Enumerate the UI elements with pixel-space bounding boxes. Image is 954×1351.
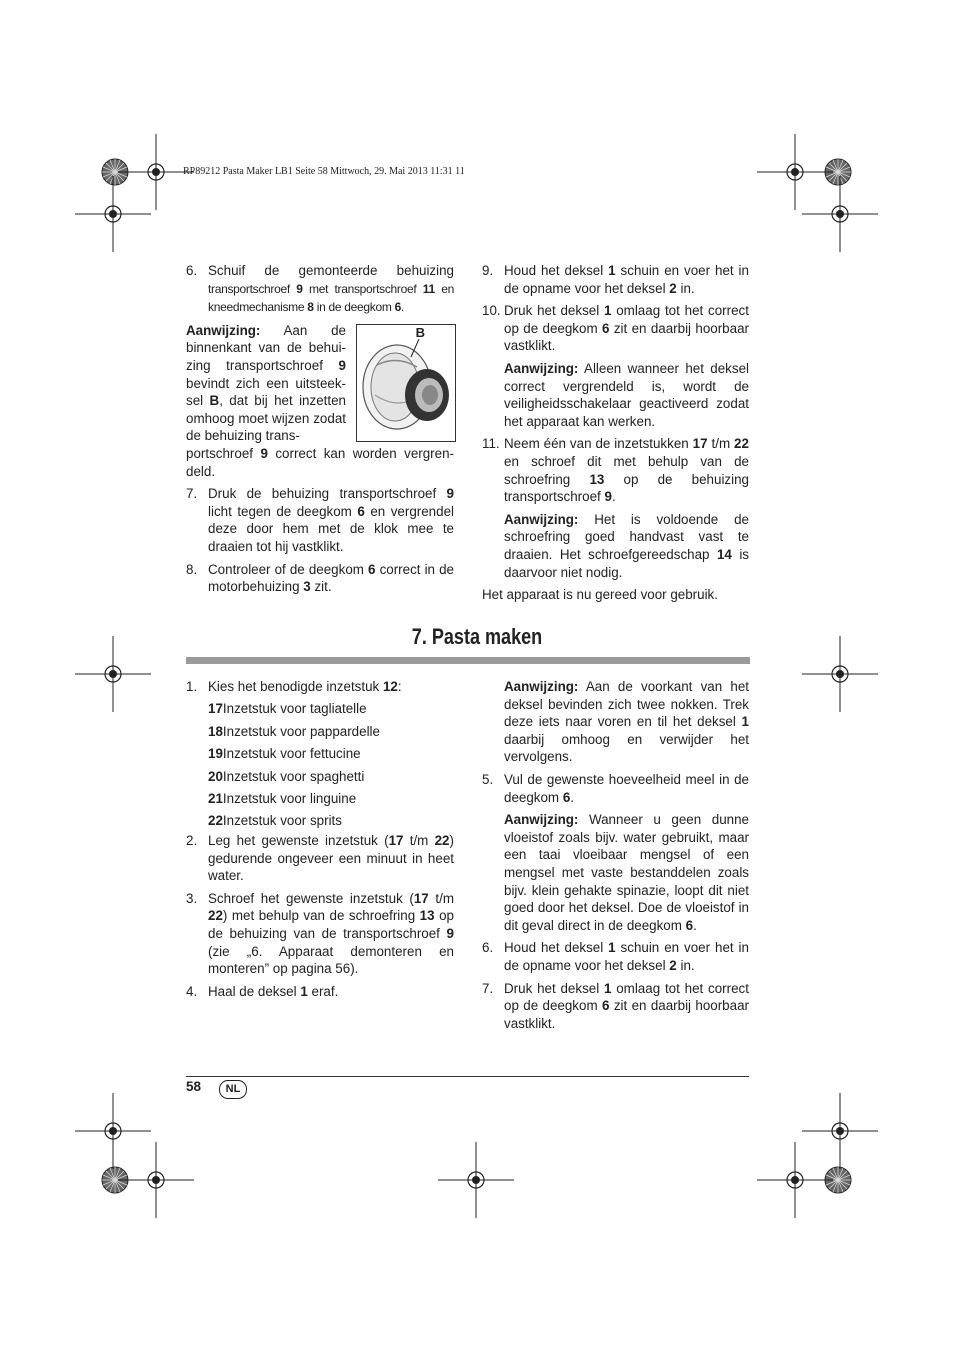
inzetstuk-item (208, 812, 454, 830)
step-4: 4. Haal de deksel 1 eraf. (186, 983, 339, 999)
step-9: 9. Houd het deksel 1 schuin en voer het in de opname voor het deksel 2 in. (482, 263, 749, 296)
step-7-lid: 7. Druk het deksel 1 omlaag tot het correct op de deegkom 6 zit en daarbij hoorbaar vastklikt. (482, 980, 749, 1031)
step-8: 8. Controleer of de deegkom 6 correct in de motorbehuizing 3 zit. (186, 561, 454, 595)
inzetstuk-label: Inzetstuk voor sprits (222, 813, 342, 829)
note-lid-cams: Aanwijzing: Aan de voorkant van het deksel bevinden zich twee nokken. Trek deze iets naar voren en til het deksel 1 daarbij omhoog en verwijder het vervolgens. (504, 679, 750, 765)
transport-screw-housing-image (357, 325, 455, 441)
step-7: 7. Druk de behuizing transportschroef 9 licht tegen de deegkom 6 en vergrendel deze door hem met de klok mee te draaien tot hij vastklikt. (186, 486, 454, 554)
inzetstuk-item (208, 745, 454, 763)
language-badge: NL (219, 1080, 247, 1099)
step-10: 10. Druk het deksel 1 omlaag tot het correct op de deegkom 6 zit en daarbij hoorbaar vastklikt. (482, 303, 749, 354)
inzetstuk-label: Inzetstuk voor pappardelle (222, 723, 380, 739)
step-3: 3. Schroef het gewenste inzetstuk (17 t/m 22) met behulp van de schroefring 13 op de behuizing van de transportschroef 9 (zie „6. Apparaat demonteren en monteren” op pagina 56). (186, 890, 454, 977)
inzetstuk-label: Inzetstuk voor tagliatelle (222, 701, 367, 717)
inzetstuk-label: Inzetstuk voor spaghetti (222, 768, 365, 784)
step-1: 1. Kies het benodigde inzetstuk 12: (186, 679, 402, 694)
inzetstuk-number: 20 (208, 768, 223, 784)
step-5: 5. Vul de gewenste hoeveelheid meel in de deegkom 6. (482, 771, 749, 805)
section-bar (186, 657, 750, 664)
inzetstuk-label: Inzetstuk voor linguine (222, 790, 357, 806)
column-bottom-right (482, 678, 749, 1032)
footer-rule (186, 1076, 749, 1077)
inzetstuk-item (208, 790, 454, 808)
inzetstuk-item (208, 723, 454, 741)
note-liquid: Aanwijzing: Wanneer u geen dunne vloeistof zoals bijv. water gebruikt, maar een taai vloeibaar mengsel of een mengsel met vaste bestanddelen zoals bijv. klein gehakte spinazie, loopt dit niet goed door het deksel. Doe de vloeistof in dit geval direct in de deegkom 6. (504, 812, 749, 933)
step-6-lid: 6. Houd het deksel 1 schuin en voer het in de opname voor het deksel 2 in. (482, 940, 749, 973)
section-title: 7. Pasta maken (411, 624, 543, 649)
figure-label: B (415, 325, 425, 340)
note-screw-ring: Aanwijzing: Het is voldoende de schroefring goed handvast vast te draaien. Het schroefgereedschap 14 is daarvoor niet nodig. (504, 511, 749, 580)
inzetstuk-item (208, 700, 454, 718)
inzetstuk-number: 17 (208, 701, 223, 717)
housing-figure (356, 324, 456, 442)
inzetstuk-number: 18 (208, 723, 223, 739)
inzetstuk-number: 22 (208, 813, 223, 829)
page-number: 58 (186, 1079, 202, 1094)
inzetstuk-number: 19 (208, 746, 223, 762)
print-header: RP89212 Pasta Maker LB1 Seite 58 Mittwoch, 29. Mai 2013 11:31 11 (183, 166, 465, 177)
note-housing: Aanwijzing: Aan de binnenkant van de behui- zing transportschroef 9 bevindt zich een uitsteek- sel B, dat bij het inzetten omhoog moet wijzen zodat de behuizing trans- portschroef 9 correct kan worden vergren- deld. (186, 322, 454, 479)
inzetstuk-list (186, 700, 454, 830)
step-2: 2. Leg het gewenste inzetstuk (17 t/m 22) gedurende ongeveer een minuut in heet water. (186, 832, 454, 884)
note-lock: Aanwijzing: Alleen wanneer het deksel correct vergrendeld is, wordt de veiligheidsschakelaar geactiveerd zodat het apparaat kan werken. (504, 360, 749, 429)
column-bottom-left (186, 678, 454, 1000)
step-6: 6. Schuif de gemonteerde behuizing transportschroef 9 met transportschroef 11 en kneedmechanisme 8 in de deegkom 6. (186, 263, 454, 315)
step-11: 11. Neem één van de inzetstukken 17 t/m 22 en schroef dit met behulp van de schroefring 13 op de behuizing transportschroef 9. (482, 436, 749, 505)
ready-text: Het apparaat is nu gereed voor gebruik. (482, 587, 718, 603)
inzetstuk-item (208, 768, 454, 786)
column-top-right (482, 262, 749, 604)
inzetstuk-label: Inzetstuk voor fettucine (222, 746, 361, 762)
inzetstuk-number: 21 (208, 790, 223, 806)
